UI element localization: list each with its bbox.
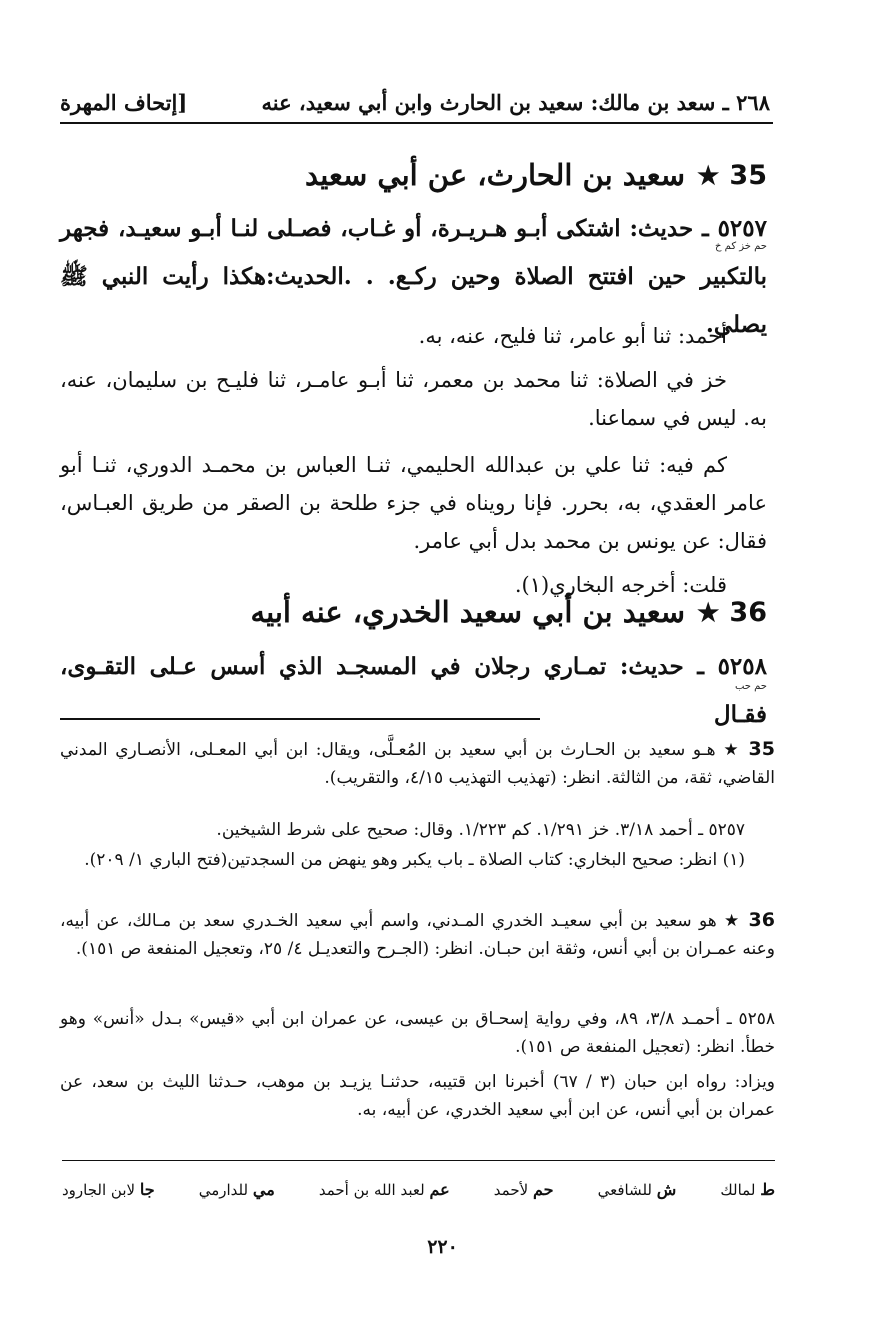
paragraph-qultu: قلت: أخرجه البخاري(١). [514,573,727,597]
footnote-1: (١) انظر: صحيح البخاري: كتاب الصلاة ـ باب يكبر وهو ينهض من السجدتين(فتح الباري ١/ ٢٠٩). [84,850,745,870]
abbreviations-rule [62,1160,775,1161]
running-header [60,75,770,115]
section-number: 36 [729,596,767,628]
abbreviation-item: ط لمالك [720,1180,775,1199]
abbreviation-item: جا لابن الجارود [62,1180,155,1199]
footnote-text: هو سعيد بن أبي سعيـد الخدري المـدني، واسم أبي سعيد الخـدري سعد بن مـالك، عن أبيه، وعنه عمـران بن أبي أنس، وثقة ابن حبـان. انظر: (الجـرح والتعديـل ٤/ ٢٥، وتعجيل المنفعة ص ١٥١). [60,911,775,959]
footnote-rule [60,718,540,720]
footnote-number: 35 [748,738,775,760]
footnote-text: هـو سعيد بن الحـارث بن أبي سعيد بن المُعـلَّى، ويقال: ابن أبي المعـلى، الأنصـاري المدني القاضي، ثقة، من الثالثة. انظر: (تهذيب التهذيب ٤/١٥، والتقريب). [60,740,775,788]
star-icon: ★ [697,160,720,190]
footnote-extra: ويزاد: رواه ابن حبان (٣ / ٦٧) أخبرنا ابن قتيبه، حدثنـا يزيـد بن موهب، حـدثنا الليث بن سعد، عن عمران بن أبي أنس، عن ابن أبي سعيد الخدري، عن أبيه، به. [60,1072,776,1120]
abbreviation-item: عم لعبد الله بن أحمد [318,1180,450,1199]
section-number: 35 [729,159,767,191]
star-icon: ★ [716,911,742,931]
header-rule [60,122,773,124]
header-right: ٢٦٨ ـ سعد بن مالك: سعيد بن الحارث وابن أبي سعيد، عنه [261,90,770,115]
header-left: [إتحاف المهرة [60,90,188,115]
section-35-title [305,158,767,192]
paragraph-hakim: كم فيه: ثنا علي بن عبدالله الحليمي، ثنـا العباس بن محمـد الدوري، ثنـا أبو عامر العقدي، به، بحرر. فإنا رويناه في جزء طلحة بن الصقر من طريق العبـاس، فقال: عن يونس بن محمد بدل أبي عامر. [60,453,767,553]
footnote-36 [60,906,775,963]
section-title-text: سعيد بن الحارث، عن أبي سعيد [305,158,685,192]
abbreviation-item: حم لأحمد [493,1180,554,1199]
star-icon: ★ [715,740,741,760]
footnote-5257: ٥٢٥٧ ـ أحمد ٣/١٨. خز ١/٢٩١. كم ١/٢٢٣. وقال: صحيح على شرط الشيخين. [216,820,745,840]
hadith-5257-sigla: حم خز كم خ [715,241,767,252]
abbreviation-item: مي للدارمي [198,1180,275,1199]
hadith-5258: ٥٢٥٨ ـ حديث: تمـاري رجلان في المسجـد الذي أسس عـلى التقـوى، فقـال [60,653,767,728]
footnote-number: 36 [748,909,775,931]
footnote-5258: ٥٢٥٨ ـ أحمـد ٣/٨، ٨٩، وفي رواية إسحـاق بن عيسى، عن عمران ابن أبي «قيس» بـدل «أنس» وهو خطأ. انظر: (تعجيل المنفعة ص ١٥١). [60,1009,776,1057]
hadith-5258-sigla: حم حب [734,681,767,692]
hadith-5257: ٥٢٥٧ ـ حديث: اشتكى أبـو هـريـرة، أو غـاب، فصـلى لنـا أبـو سعيـد، فجهر بالتكبير حين افتتح الصلاة وحين ركـع. . .الحديث:هكذا رأيت النبي ﷺ يصلي. [60,215,767,338]
abbreviation-item: ش للشافعي [597,1180,677,1199]
footnote-35 [60,735,775,792]
abbreviations-legend [62,1180,775,1199]
section-36-title [251,595,767,629]
section-title-text: سعيد بن أبي سعيد الخدري، عنه أبيه [250,595,685,629]
paragraph-khuzayma: خز في الصلاة: ثنا محمد بن معمر، ثنا أبـو عامـر، ثنا فليـح بن سليمان، عنه، به. ليس في سماعنا. [60,368,767,430]
page-number: ٢٢٠ [427,1236,458,1258]
star-icon: ★ [697,597,720,627]
paragraph-ahmad: أحمد: ثنا أبو عامر، ثنا فليح، عنه، به. [418,324,727,348]
